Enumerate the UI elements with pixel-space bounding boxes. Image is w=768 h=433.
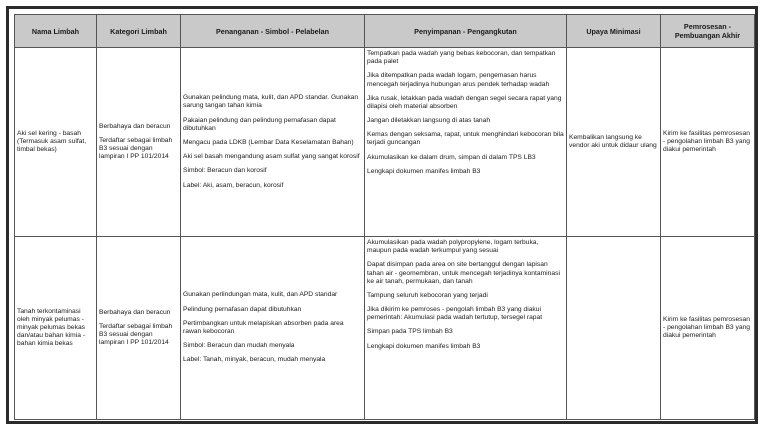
cell-kategori	[97, 237, 181, 420]
penanganan-line: Label: Aki, asam, beracun, korosif	[183, 181, 284, 189]
table-row	[15, 48, 755, 237]
penanganan-line: Simbol: Beracun dan korosif	[183, 167, 267, 175]
header-pemrosesan: Pemrosesan - Pembuangan Akhir	[661, 15, 755, 48]
penanganan-line: Gunakan pelindung mata, kulit, dan APD standar. Gunakan sarung tangan tahan kimia	[183, 94, 359, 110]
cell-upaya-minimasi	[567, 237, 661, 420]
penanganan-line: Pakaian pelindung dan pelindung pernafasan dapat dibutuhkan	[183, 116, 336, 132]
penyimpanan-line: Lengkapi dokumen manifes limbah B3	[367, 167, 481, 175]
penyimpanan-line: Simpan pada TPS limbah B3	[367, 328, 453, 336]
penyimpanan-line: Tampung seluruh kebocoran yang terjadi	[367, 291, 488, 299]
penanganan-line: Pelindung pernafasan dapat dibutuhkan	[183, 305, 302, 313]
cell-nama-limbah: Tanah terkontaminasi oleh minyak pelumas - minyak pelumas bekas dan/atau bahan kimia - bahan kimia bekas	[15, 237, 97, 420]
header-penanganan: Penanganan - Simbol - Pelabelan	[181, 15, 365, 48]
penanganan-line: Pertimbangkan untuk melapiskan absorben pada area rawan kebocoran	[183, 319, 344, 335]
penyimpanan-line: Dapat disimpan pada area on site bertanggul dengan lapisan tahan air - geomembran, untuk mencegah terjadinya kontaminasi ke air tanah, permukaan, dan tanah	[367, 261, 560, 285]
penanganan-line: Simbol: Beracun dan mudah menyala	[183, 342, 295, 350]
penyimpanan-line: Jika rusak, letakkan pada wadah dengan segel secara rapat yang dilapisi oleh material absorben	[367, 94, 562, 110]
header-penyimpanan: Penyimpanan - Pengangkutan	[365, 15, 567, 48]
kategori-line: Berbahaya dan beracun	[99, 122, 171, 130]
cell-upaya-minimasi: Kembalikan langsung ke vendor aki untuk didaur ulang	[567, 48, 661, 237]
header-kategori-limbah: Kategori Limbah	[97, 15, 181, 48]
penyimpanan-line: Lengkapi dokumen manifes limbah B3	[367, 342, 481, 350]
table-row	[15, 237, 755, 420]
kategori-line: Terdaftar sebagai limbah B3 sesuai dengan lampiran I PP 101/2014	[99, 322, 173, 347]
cell-penanganan	[181, 48, 365, 237]
cell-penyimpanan	[365, 237, 567, 420]
table-header-row	[15, 15, 755, 48]
penyimpanan-line: Jangan diletakkan langsung di atas tanah	[367, 117, 491, 125]
cell-nama-limbah: Aki sel kering - basah (Termasuk asam sulfat, timbal bekas)	[15, 48, 97, 237]
header-nama-limbah: Nama Limbah	[15, 15, 97, 48]
penyimpanan-line: Tempatkan pada wadah yang bebas kebocoran, dan tempatkan pada palet	[367, 50, 556, 66]
penyimpanan-line: Akumulasikan ke dalam drum, simpan di dalam TPS LB3	[367, 153, 536, 161]
penanganan-line: Aki sel basah mengandung asam sulfat yang sangat korosif	[183, 153, 360, 161]
penanganan-line: Label: Tanah, minyak, beracun, mudah menyala	[183, 356, 326, 364]
cell-penyimpanan	[365, 48, 567, 237]
penyimpanan-line: Jika ditempatkan pada wadah logam, pengemasan harus mencegah terjadinya hubungan arus pendek terhadap wadah	[367, 72, 550, 88]
document-frame	[6, 6, 758, 424]
header-upaya-minimasi: Upaya Minimasi	[567, 15, 661, 48]
cell-kategori	[97, 48, 181, 237]
cell-penanganan	[181, 237, 365, 420]
penyimpanan-line: Akumulasikan pada wadah polypropylene, logam terbuka, maupun pada wadah terkumpul yang sesuai	[367, 239, 539, 255]
penanganan-line: Gunakan perlindungan mata, kulit, dan APD standar	[183, 291, 338, 299]
kategori-line: Berbahaya dan beracun	[99, 308, 171, 316]
penyimpanan-line: Jika dikirim ke pemroses - pengolah limbah B3 yang diakui pemerintah: Akumulasi pada wadah tertutup, tersegel rapat	[367, 306, 543, 322]
kategori-line: Terdaftar sebagai limbah B3 sesuai dengan lampiran I PP 101/2014	[99, 136, 173, 161]
penanganan-line: Mengacu pada LDKB (Lembar Data Keselamatan Bahan)	[183, 139, 354, 146]
waste-table	[14, 14, 755, 420]
penyimpanan-line: Kemas dengan seksama, rapat, untuk menghindari kebocoran bila terjadi guncangan	[367, 131, 564, 147]
cell-pemrosesan: Kirim ke fasilitas pemrosesan - pengolahan limbah B3 yang diakui pemerintah	[661, 237, 755, 420]
cell-pemrosesan: Kirim ke fasilitas pemrosesan - pengolahan limbah B3 yang diakui pemerintah	[661, 48, 755, 237]
